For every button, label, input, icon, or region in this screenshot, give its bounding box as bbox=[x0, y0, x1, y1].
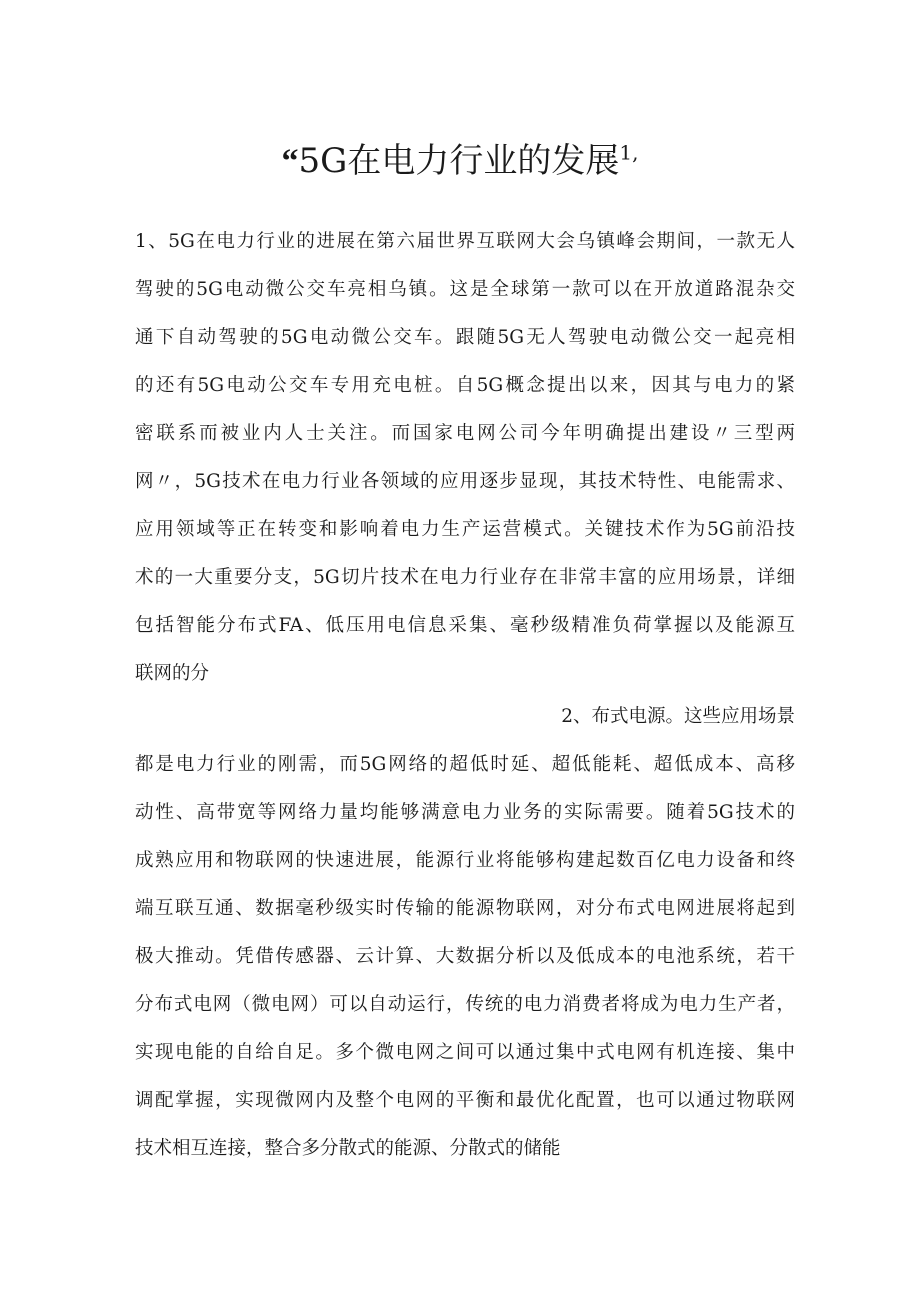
paragraph-line: 1、5G在电力行业的进展在第六届世界互联网大会乌镇峰会期间，一款无人 bbox=[135, 231, 795, 252]
paragraph-line: 2、布式电源。这些应用场景 bbox=[561, 706, 795, 727]
paragraph-line: 极大推动。凭借传感器、云计算、大数据分析以及低成本的电池系统，若干 bbox=[135, 946, 795, 967]
paragraph-line: 动性、高带宽等网络力量均能够满意电力业务的实际需要。随着5G技术的 bbox=[135, 802, 795, 823]
document-title bbox=[0, 138, 920, 185]
paragraph-line: 驾驶的5G电动微公交车亮相乌镇。这是全球第一款可以在开放道路混杂交 bbox=[135, 279, 795, 300]
paragraph-line: 调配掌握，实现微网内及整个电网的平衡和最优化配置，也可以通过物联网 bbox=[135, 1090, 795, 1111]
paragraph-line: 密联系而被业内人士关注。而国家电网公司今年明确提出建设〃三型两 bbox=[135, 423, 795, 444]
paragraph-line: 分布式电网（微电网）可以自动运行，传统的电力消费者将成为电力生产者， bbox=[135, 994, 795, 1015]
paragraph-line: 的还有5G电动公交车专用充电桩。自5G概念提出以来，因其与电力的紧 bbox=[135, 375, 795, 396]
paragraph-line: 应用领域等正在转变和影响着电力生产运营模式。关键技术作为5G前沿技 bbox=[135, 519, 795, 540]
paragraph-line: 技术相互连接，整合多分散式的能源、分散式的储能 bbox=[135, 1138, 561, 1159]
paragraph-line: 包括智能分布式FA、低压用电信息采集、毫秒级精准负荷掌握以及能源互 bbox=[135, 615, 795, 636]
paragraph-line: 成熟应用和物联网的快速进展，能源行业将能够构建起数百亿电力设备和终 bbox=[135, 850, 795, 871]
paragraph-line: 端互联互通、数据毫秒级实时传输的能源物联网，对分布式电网进展将起到 bbox=[135, 898, 795, 919]
paragraph-line: 网〃，5G技术在电力行业各领域的应用逐步显现，其技术特性、电能需求、 bbox=[135, 471, 795, 492]
paragraph-2 bbox=[135, 693, 795, 1173]
title-main-text: 5G在电力行业的发展 bbox=[298, 141, 620, 181]
paragraph-line: 都是电力行业的刚需，而5G网络的超低时延、超低能耗、超低成本、高移 bbox=[135, 754, 795, 775]
paragraph-line: 术的一大重要分支，5G切片技术在电力行业存在非常丰富的应用场景，详细 bbox=[135, 567, 795, 588]
paragraph-line: 通下自动驾驶的5G电动微公交车。跟随5G无人驾驶电动微公交一起亮相 bbox=[135, 327, 795, 348]
title-tail-mark: 1, bbox=[619, 140, 639, 165]
paragraph-1 bbox=[135, 218, 795, 698]
paragraph-line: 实现电能的自给自足。多个微电网之间可以通过集中式电网有机连接、集中 bbox=[135, 1042, 795, 1063]
title-quote-mark: “ bbox=[281, 143, 299, 180]
paragraph-line: 联网的分 bbox=[135, 663, 210, 684]
